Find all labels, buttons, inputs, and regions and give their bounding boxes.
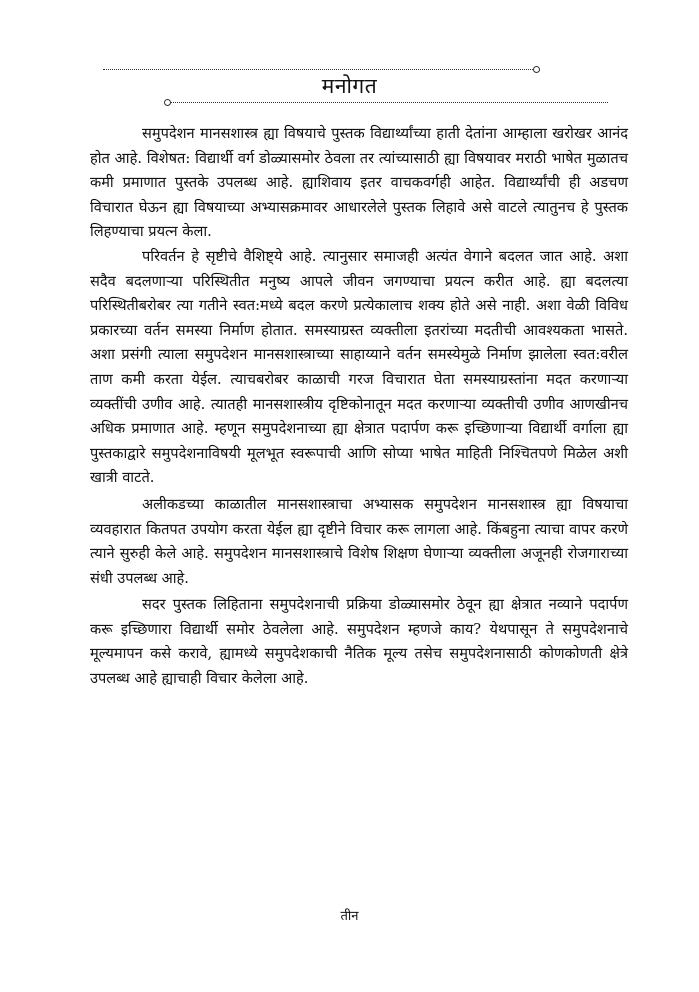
- rule-ornament-dot: [164, 99, 171, 106]
- page-title: मनोगत: [321, 74, 378, 98]
- title-top-rule: [103, 69, 535, 70]
- title-bottom-rule: [168, 102, 608, 103]
- page-number: तीन: [340, 909, 359, 924]
- paragraph-2: परिवर्तन हे सृष्टीचे वैशिष्ट्ये आहे. त्यानुसार समाजही अत्यंत वेगाने बदलत जात आहे. अशा सदैव बदलणाऱ्या परिस्थितीत मनुष्य आपले जीवन जगण्याचा प्रयत्न करीत आहे. ह्या बदलत्या परिस्थितीबरोबर त्या गतीने स्वत:मध्ये बदल करणे प्रत्येकालाच शक्य होते असे नाही. अशा वेळी विविध प्रकारच्या वर्तन समस्या निर्माण होतात. समस्याग्रस्त व्यक्तीला इतरांच्या मदतीची आवश्यकता भासते. अशा प्रसंगी त्याला समुपदेशन मानसशास्त्राच्या साहाय्याने वर्तन समस्येमुळे निर्माण झालेला स्वत:वरील ताण कमी करता येईल. त्याचबरोबर काळाची गरज विचारात घेता समस्याग्रस्तांना मदत करणाऱ्या व्यक्तींची उणीव आहे. त्यातही मानसशास्त्रीय दृष्टिकोनातून मदत करणाऱ्या व्यक्तीची उणीव आणखीनच अधिक प्रमाणात आहे. म्हणून समुपदेशनाच्या ह्या क्षेत्रात पदार्पण करू इच्छिणाऱ्या विद्यार्थी वर्गाला ह्या पुस्तकाद्वारे समुपदेशनाविषयी मूलभूत स्वरूपाची आणि सोप्या भाषेत माहिती निश्चितपणे मिळेल अशी खात्री वाटते.: [90, 247, 629, 487]
- paragraph-4: सदर पुस्तक लिहिताना समुपदेशनाची प्रक्रिया डोळ्यासमोर ठेवून ह्या क्षेत्रात नव्याने पदार्पण करू इच्छिणारा विद्यार्थी समोर ठेवलेला आहे. समुपदेशन म्हणजे काय? येथपासून ते समुपदेशनाचे मूल्यमापन कसे करावे, ह्यामध्ये समुपदेशकाची नैतिक मूल्य तसेच समुपदेशनासाठी कोणकोणती क्षेत्रे उपलब्ध आहे ह्याचाही विचार केलेला आहे.: [90, 596, 628, 688]
- paragraph-1: समुपदेशन मानसशास्त्र ह्या विषयाचे पुस्तक विद्यार्थ्यांच्या हाती देतांना आम्हाला खरोखर आनंद होत आहे. विशेषत: विद्यार्थी वर्ग डोळ्यासमोर ठेवला तर त्यांच्यासाठी ह्या विषयावर मराठी भाषेत मुळातच कमी प्रमाणात पुस्तके उपलब्ध आहे. ह्याशिवाय इतर वाचकवर्गही आहेत. विद्यार्थ्यांची ही अडचण विचारात घेऊन ह्या विषयाच्या अभ्यासक्रमावर आधारलेले पुस्तक लिहावे असे वाटले त्यातुनच हे पुस्तक लिहण्याचा प्रयत्न केला.: [90, 125, 628, 241]
- paragraph-3: अलीकडच्या काळातील मानसशास्त्राचा अभ्यासक समुपदेशन मानसशास्त्र ह्या विषयाचा व्यवहारात कितपत उपयोग करता येईल ह्या दृष्टीने विचार करू लागला आहे. किंबहुना त्याचा वापर करणे त्याने सुरुही केले आहे. समुपदेशन मानसशास्त्राचे विशेष शिक्षण घेणाऱ्या व्यक्तीला अजूनही रोजगाराच्या संधी उपलब्ध आहे.: [90, 495, 628, 587]
- rule-ornament-dot: [533, 66, 540, 73]
- body-text: [90, 122, 628, 692]
